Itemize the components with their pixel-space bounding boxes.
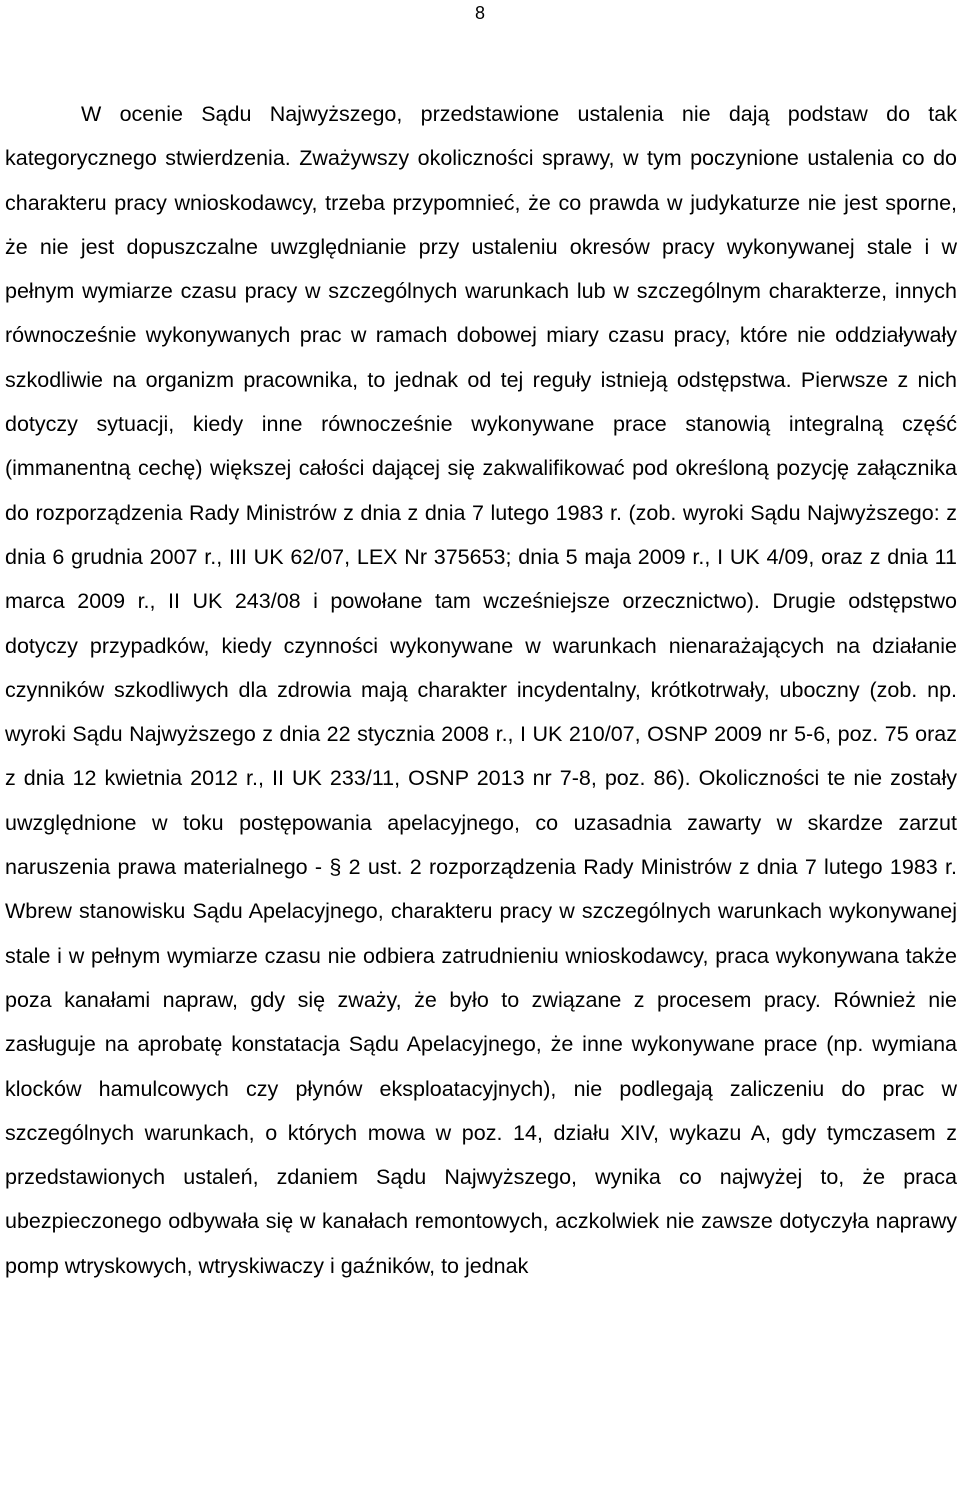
document-body	[5, 92, 957, 1288]
page-number: 8	[474, 3, 485, 23]
paragraph: W ocenie Sądu Najwyższego, przedstawione ustalenia nie dają podstaw do tak kategorycznego stwierdzenia. Zważywszy okoliczności sprawy, w tym poczynione ustalenia co do charakteru pracy wnioskodawcy, trzeba przypomnieć, że co prawda w judykaturze nie jest sporne, że nie jest dopuszczalne uwzględnianie przy ustaleniu okresów pracy wykonywanej stale i w pełnym wymiarze czasu pracy w szczególnych warunkach lub w szczególnym charakterze, innych równocześnie wykonywanych prac w ramach dobowej miary czasu pracy, które nie oddziaływały szkodliwie na organizm pracownika, to jednak od tej reguły istnieją odstępstwa. Pierwsze z nich dotyczy sytuacji, kiedy inne równocześnie wykonywane prace stanowią integralną część (immanentną cechę) większej całości dającej się zakwalifikować pod określoną pozycję załącznika do rozporządzenia Rady Ministrów z dnia z dnia 7 lutego 1983 r. (zob. wyroki Sądu Najwyższego: z dnia 6 grudnia 2007 r., III UK 62/07, LEX Nr 375653; dnia 5 maja 2009 r., I UK 4/09, oraz z dnia 11 marca 2009 r., II UK 243/08 i powołane tam wcześniejsze orzecznictwo). Drugie odstępstwo dotyczy przypadków, kiedy czynności wykonywane w warunkach nienarażających na działanie czynników szkodliwych dla zdrowia mają charakter incydentalny, krótkotrwały, uboczny (zob. np. wyroki Sądu Najwyższego z dnia 22 stycznia 2008 r., I UK 210/07, OSNP 2009 nr 5-6, poz. 75 oraz z dnia 12 kwietnia 2012 r., II UK 233/11, OSNP 2013 nr 7-8, poz. 86). Okoliczności te nie zostały uwzględnione w toku postępowania apelacyjnego, co uzasadnia zawarty w skardze zarzut naruszenia prawa materialnego - § 2 ust. 2 rozporządzenia Rady Ministrów z dnia 7 lutego 1983 r. Wbrew stanowisku Sądu Apelacyjnego, charakteru pracy w szczególnych warunkach wykonywanej stale i w pełnym wymiarze czasu nie odbiera zatrudnieniu wnioskodawcy, praca wykonywana także poza kanałami napraw, gdy się zważy, że było to związane z procesem pracy. Również nie zasługuje na aprobatę konstatacja Sądu Apelacyjnego, że inne wykonywane prace (np. wymiana klocków hamulcowych czy płynów eksploatacyjnych), nie podlegają zaliczeniu do prac w szczególnych warunkach, o których mowa w poz. 14, działu XIV, wykazu A, gdy tymczasem z przedstawionych ustaleń, zdaniem Sądu Najwyższego, wynika co najwyżej to, że praca ubezpieczonego odbywała się w kanałach remontowych, aczkolwiek nie zawsze dotyczyła naprawy pomp wtryskowych, wtryskiwaczy i gaźników, to jednak	[5, 102, 957, 1278]
